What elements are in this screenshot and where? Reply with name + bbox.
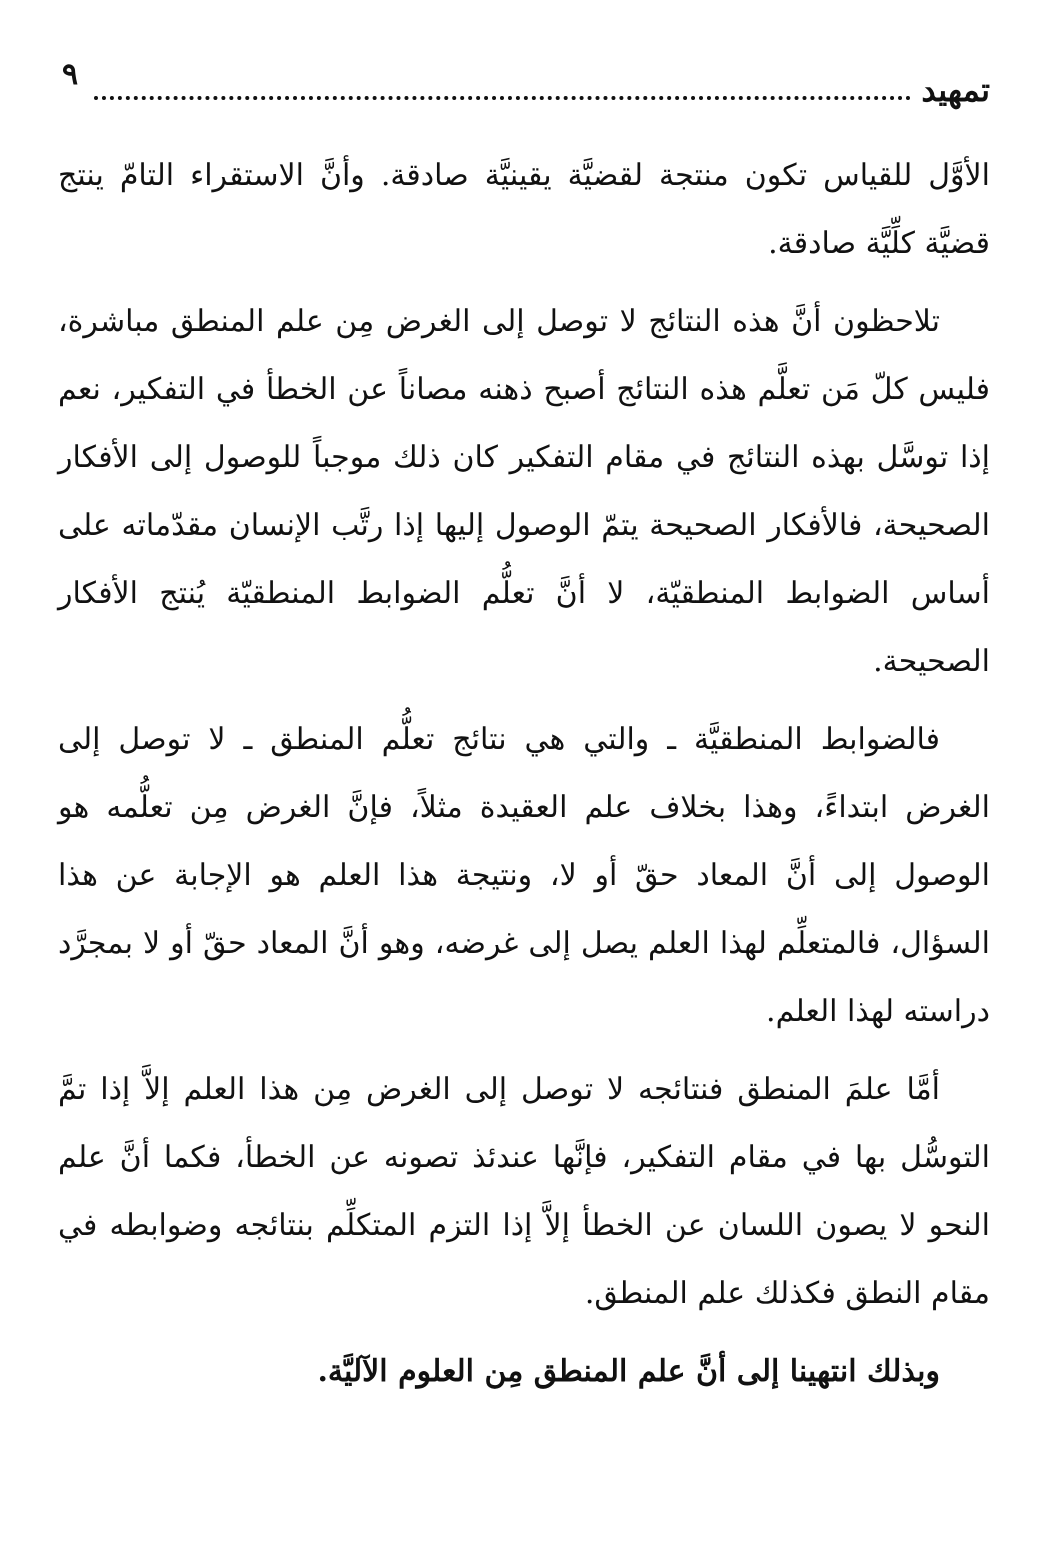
paragraph-conclusion: وبذلك انتهينا إلى أنَّ علم المنطق مِن العلوم الآليَّة. (317, 1354, 940, 1389)
page-header (62, 57, 990, 109)
dotted-leader (94, 96, 911, 100)
body-text (58, 142, 990, 1416)
paragraph-4: أمَّا علمَ المنطق فنتائجه لا توصل إلى الغرض مِن هذا العلم إلاَّ إذا تمَّ التوسُّل بها في مقام التفكير، فإنَّها عندئذ تصونه عن الخطأ، فكما أنَّ علم النحو لا يصون اللسان عن الخطأ إلاَّ إذا التزم المتكلِّم بنتائجه وضوابطه في مقام النطق فكذلك علم المنطق. (58, 1072, 990, 1311)
paragraph-2: تلاحظون أنَّ هذه النتائج لا توصل إلى الغرض مِن علم المنطق مباشرة، فليس كلّ مَن تعلَّم هذه النتائج أصبح ذهنه مصاناً عن الخطأ في التفكير، نعم إذا توسَّل بهذه النتائج في مقام التفكير كان ذلك موجباً للوصول إلى الأفكار الصحيحة، فالأفكار الصحيحة يتمّ الوصول إليها إذا رتَّب الإنسان مقدّماته على أساس الضوابط المنطقيّة، لا أنَّ تعلُّم الضوابط المنطقيّة يُنتج الأفكار الصحيحة. (58, 304, 990, 679)
paragraph-3: فالضوابط المنطقيَّة ـ والتي هي نتائج تعلُّم المنطق ـ لا توصل إلى الغرض ابتداءً، وهذا بخلاف علم العقيدة مثلاً، فإنَّ الغرض مِن تعلُّمه هو الوصول إلى أنَّ المعاد حقّ أو لا، ونتيجة هذا العلم هو الإجابة عن هذا السؤال، فالمتعلِّم لهذا العلم يصل إلى غرضه، وهو أنَّ المعاد حقّ أو لا بمجرَّد دراسته لهذا العلم. (58, 722, 990, 1029)
paragraph-1: الأوَّل للقياس تكون منتجة لقضيَّة يقينيَّة صادقة. وأنَّ الاستقراء التامّ ينتج قضيَّة كلِّيَّة صادقة. (58, 158, 990, 261)
page-number: ٩ (62, 57, 79, 92)
section-title: تمهيد (921, 71, 990, 109)
